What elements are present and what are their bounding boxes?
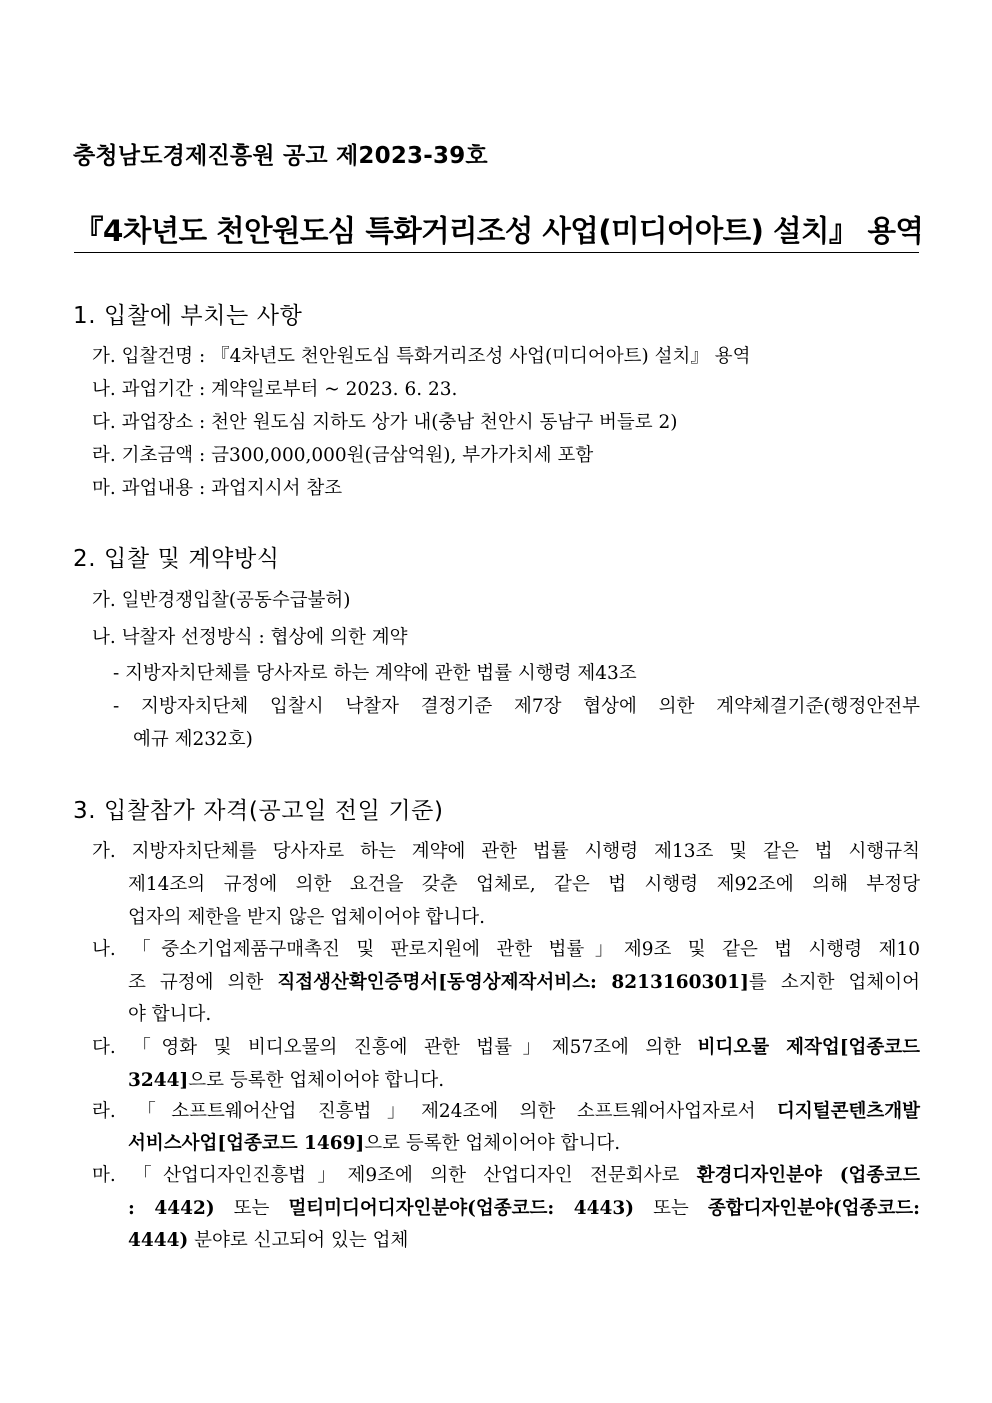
s3-item-da-line-2: 3244]으로 등록한 업체이어야 합니다. [128,1070,445,1091]
s3-item-ga-line-1: 가. 지방자치단체를 당사자로 하는 계약에 관한 법률 시행령 제13조 및 같은 법 시행규칙 [92,841,920,862]
s1-item-da: 다. 과업장소 : 천안 원도심 지하도 상가 내(충남 천안시 동남구 버들로 2) [92,412,678,433]
env-design-bold: 환경디자인분야 (업종코드 [696,1165,920,1186]
s3-item-na-line-2: 조 규정에 의한 직접생산확인증명서[동영상제작서비스: 8213160301]를 소지한 업체이어 [128,972,921,993]
s2-sub-2-line-2: 예규 제232호) [133,729,253,750]
s2-sub-2-line-1: - 지방자치단체 입찰시 낙찰자 결정기준 제7장 협상에 의한 계약체결기준(행정안전부 [113,696,920,717]
section-2-heading: 2. 입찰 및 계약방식 [73,546,280,572]
s2-item-ga: 가. 일반경쟁입찰(공동수급불허) [92,590,351,611]
s3-item-da-line-1: 다. 「영화 및 비디오물의 진흥에 관한 법률」제57조에 의한 비디오물 제작업[업종코드 [92,1037,920,1058]
s3-item-ga-line-2: 제14조의 규정에 의한 요건을 갖춘 업체로, 같은 법 시행령 제92조에 의해 부정당 [128,874,920,895]
s3-item-ra-line-1: 라. 「소프트웨어산업 진흥법」제24조에 의한 소프트웨어사업자로서 디지털콘텐츠개발 [92,1101,920,1122]
s1-item-ma: 마. 과업내용 : 과업지시서 참조 [92,478,343,499]
software-business-bold: 디지털콘텐츠개발 [777,1101,920,1122]
s3-item-na-line-3: 야 합니다. [128,1004,212,1025]
s2-item-na: 나. 낙찰자 선정방식 : 협상에 의한 계약 [92,627,408,648]
s2-sub-1: - 지방자치단체를 당사자로 하는 계약에 관한 법률 시행령 제43조 [113,663,637,684]
notice-number: 충청남도경제진흥원 공고 제2023-39호 [73,143,488,169]
s3-item-ra-line-2: 서비스사업[업종코드 1469]으로 등록한 업체이어야 합니다. [128,1133,621,1154]
section-3-heading: 3. 입찰참가 자격(공고일 전일 기준) [73,798,444,824]
video-business-bold: 비디오물 제작업[업종코드 [697,1037,920,1058]
s3-item-na-line-1: 나. 「중소기업제품구매촉진 및 판로지원에 관한 법률」제9조 및 같은 법 시행령 제10 [92,939,920,960]
section-1-heading: 1. 입찰에 부치는 사항 [73,303,303,329]
s3-item-ma-line-2: : 4442) 또는 멀티미디어디자인분야(업종코드: 4443) 또는 종합디자인분야(업종코드: [128,1198,920,1219]
s3-item-ma-line-1: 마. 「산업디자인진흥법」제9조에 의한 산업디자인 전문회사로 환경디자인분야 (업종코드 [92,1165,920,1186]
s3-item-ma-line-3: 4444) 분야로 신고되어 있는 업체 [128,1230,409,1251]
s1-item-ga: 가. 입찰건명 : 『4차년도 천안원도심 특화거리조성 사업(미디어아트) 설치』 용역 [92,346,751,367]
document-title: 『4차년도 천안원도심 특화거리조성 사업(미디어아트) 설치』 용역 [74,208,919,253]
certificate-bold: 직접생산확인증명서[동영상제작서비스: 8213160301] [277,972,749,993]
s1-item-ra: 라. 기초금액 : 금300,000,000원(금삼억원), 부가가치세 포함 [92,445,594,466]
s1-item-na: 나. 과업기간 : 계약일로부터 ~ 2023. 6. 23. [92,379,458,400]
s3-item-ga-line-3: 업자의 제한을 받지 않은 업체이어야 합니다. [128,907,485,928]
